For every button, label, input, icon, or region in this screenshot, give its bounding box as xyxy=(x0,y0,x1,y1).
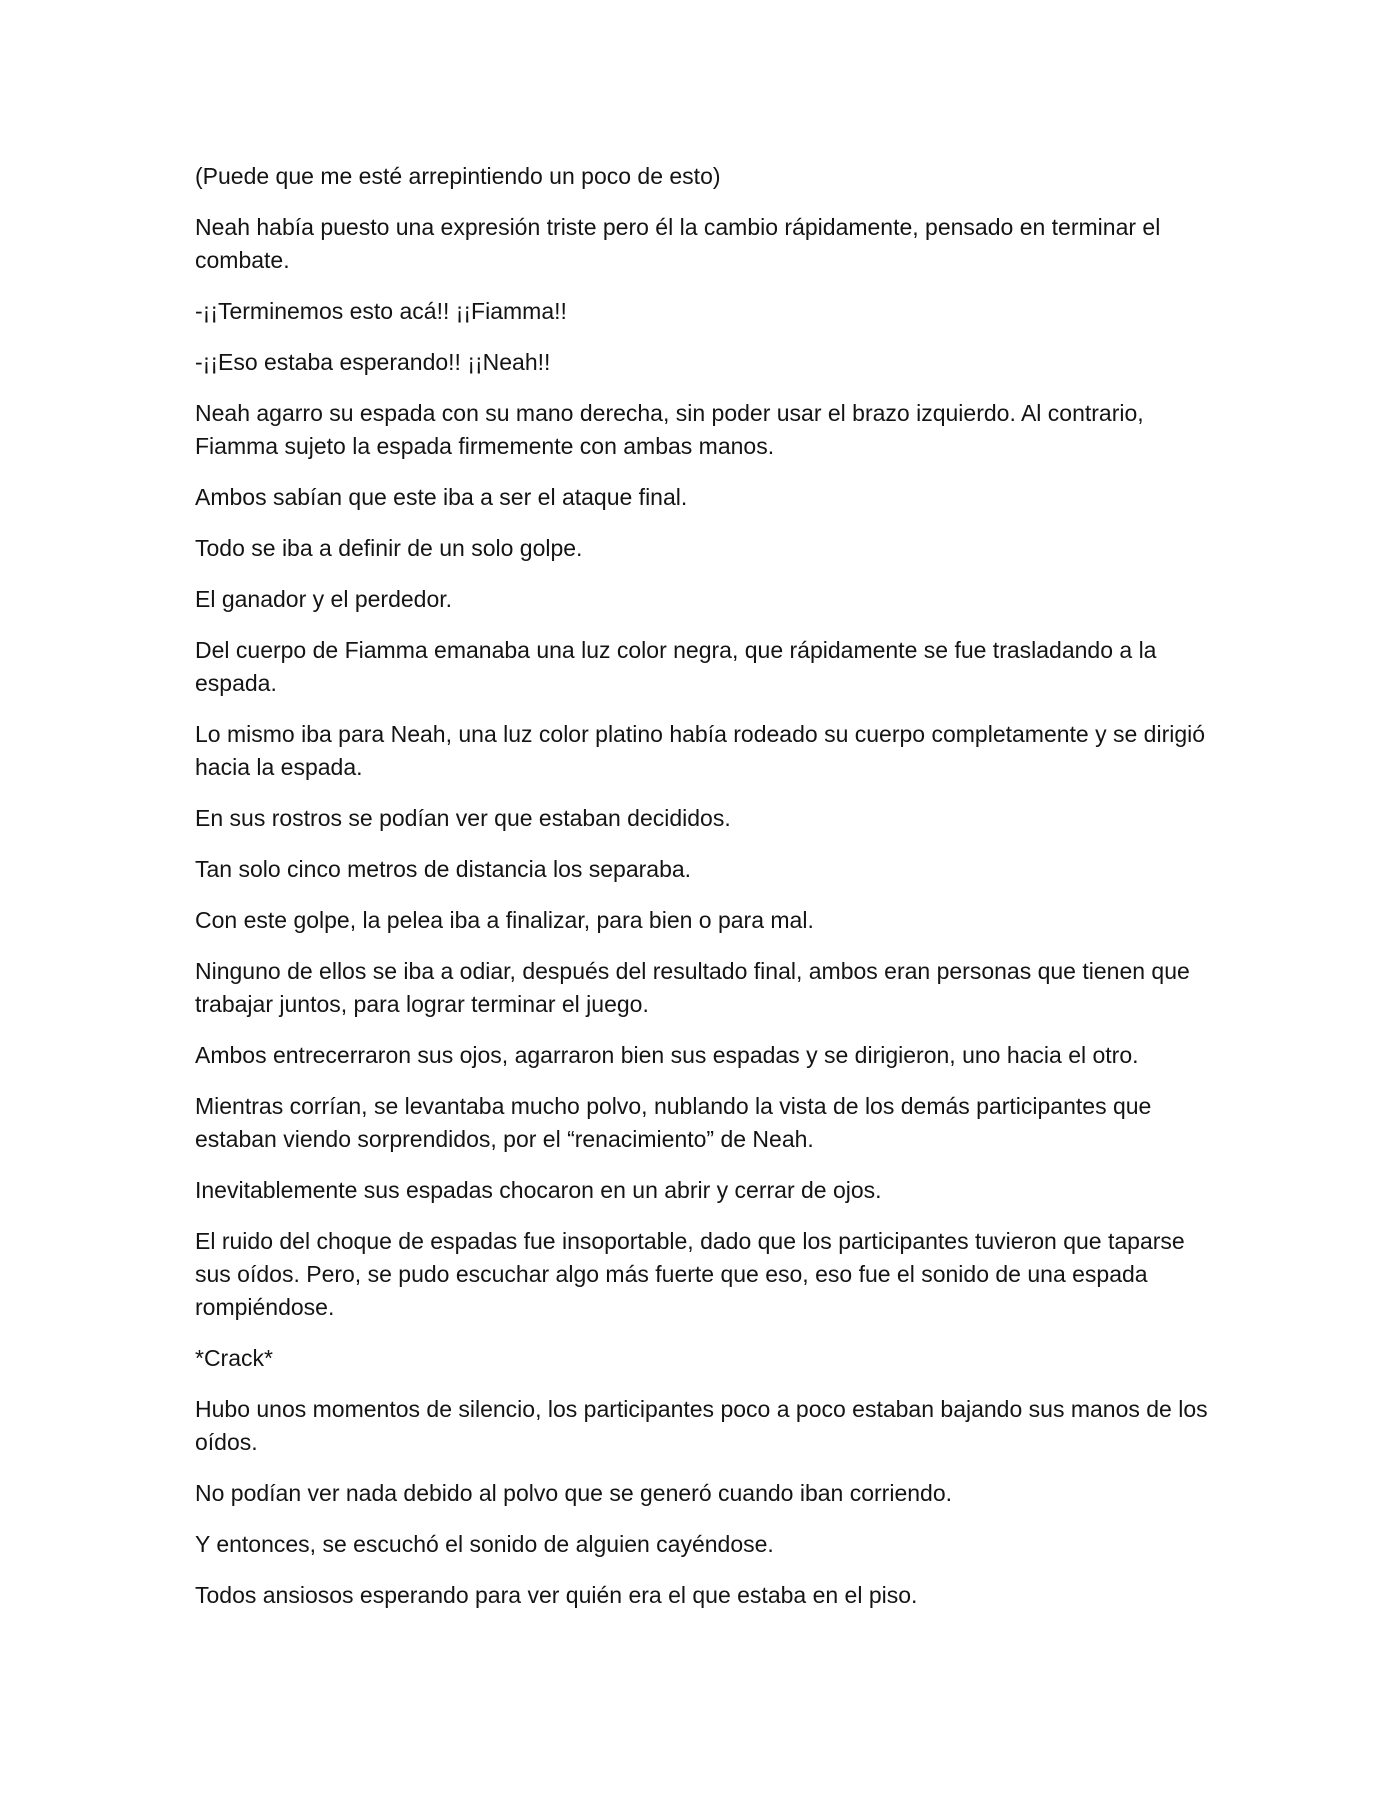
document-body xyxy=(195,160,1225,1630)
paragraph: El ruido del choque de espadas fue insoportable, dado que los participantes tuvieron que taparse sus oídos. Pero, se pudo escuchar algo más fuerte que eso, eso fue el sonido de una espada rompiéndose. xyxy=(195,1228,1185,1320)
paragraph: (Puede que me esté arrepintiendo un poco de esto) xyxy=(195,163,721,189)
paragraph: Mientras corrían, se levantaba mucho polvo, nublando la vista de los demás participantes que estaban viendo sorprendidos, por el “renacimiento” de Neah. xyxy=(195,1093,1152,1152)
paragraph: En sus rostros se podían ver que estaban decididos. xyxy=(195,805,731,831)
paragraph: Del cuerpo de Fiamma emanaba una luz color negra, que rápidamente se fue trasladando a la espada. xyxy=(195,637,1157,696)
paragraph: Todos ansiosos esperando para ver quién era el que estaba en el piso. xyxy=(195,1582,918,1608)
paragraph: Todo se iba a definir de un solo golpe. xyxy=(195,535,583,561)
paragraph: Inevitablemente sus espadas chocaron en un abrir y cerrar de ojos. xyxy=(195,1177,882,1203)
paragraph: Con este golpe, la pelea iba a finalizar, para bien o para mal. xyxy=(195,907,814,933)
paragraph: Lo mismo iba para Neah, una luz color platino había rodeado su cuerpo completamente y se dirigió hacia la espada. xyxy=(195,721,1206,780)
dialogue-line: -¡¡Terminemos esto acá!! ¡¡Fiamma!! xyxy=(195,298,567,324)
paragraph: Ambos entrecerraron sus ojos, agarraron bien sus espadas y se dirigieron, uno hacia el otro. xyxy=(195,1042,1139,1068)
sound-effect-line: *Crack* xyxy=(195,1345,273,1371)
paragraph: Y entonces, se escuchó el sonido de alguien cayéndose. xyxy=(195,1531,774,1557)
paragraph: No podían ver nada debido al polvo que se generó cuando iban corriendo. xyxy=(195,1480,953,1506)
paragraph: Ninguno de ellos se iba a odiar, después del resultado final, ambos eran personas que tienen que trabajar juntos, para lograr terminar el juego. xyxy=(195,958,1190,1017)
paragraph: Ambos sabían que este iba a ser el ataque final. xyxy=(195,484,688,510)
paragraph: Hubo unos momentos de silencio, los participantes poco a poco estaban bajando sus manos de los oídos. xyxy=(195,1396,1208,1455)
paragraph: Tan solo cinco metros de distancia los separaba. xyxy=(195,856,692,882)
dialogue-line: -¡¡Eso estaba esperando!! ¡¡Neah!! xyxy=(195,349,551,375)
paragraph: Neah había puesto una expresión triste pero él la cambio rápidamente, pensado en terminar el combate. xyxy=(195,214,1161,273)
paragraph: Neah agarro su espada con su mano derecha, sin poder usar el brazo izquierdo. Al contrario, Fiamma sujeto la espada firmemente con ambas manos. xyxy=(195,400,1144,459)
paragraph: El ganador y el perdedor. xyxy=(195,586,453,612)
